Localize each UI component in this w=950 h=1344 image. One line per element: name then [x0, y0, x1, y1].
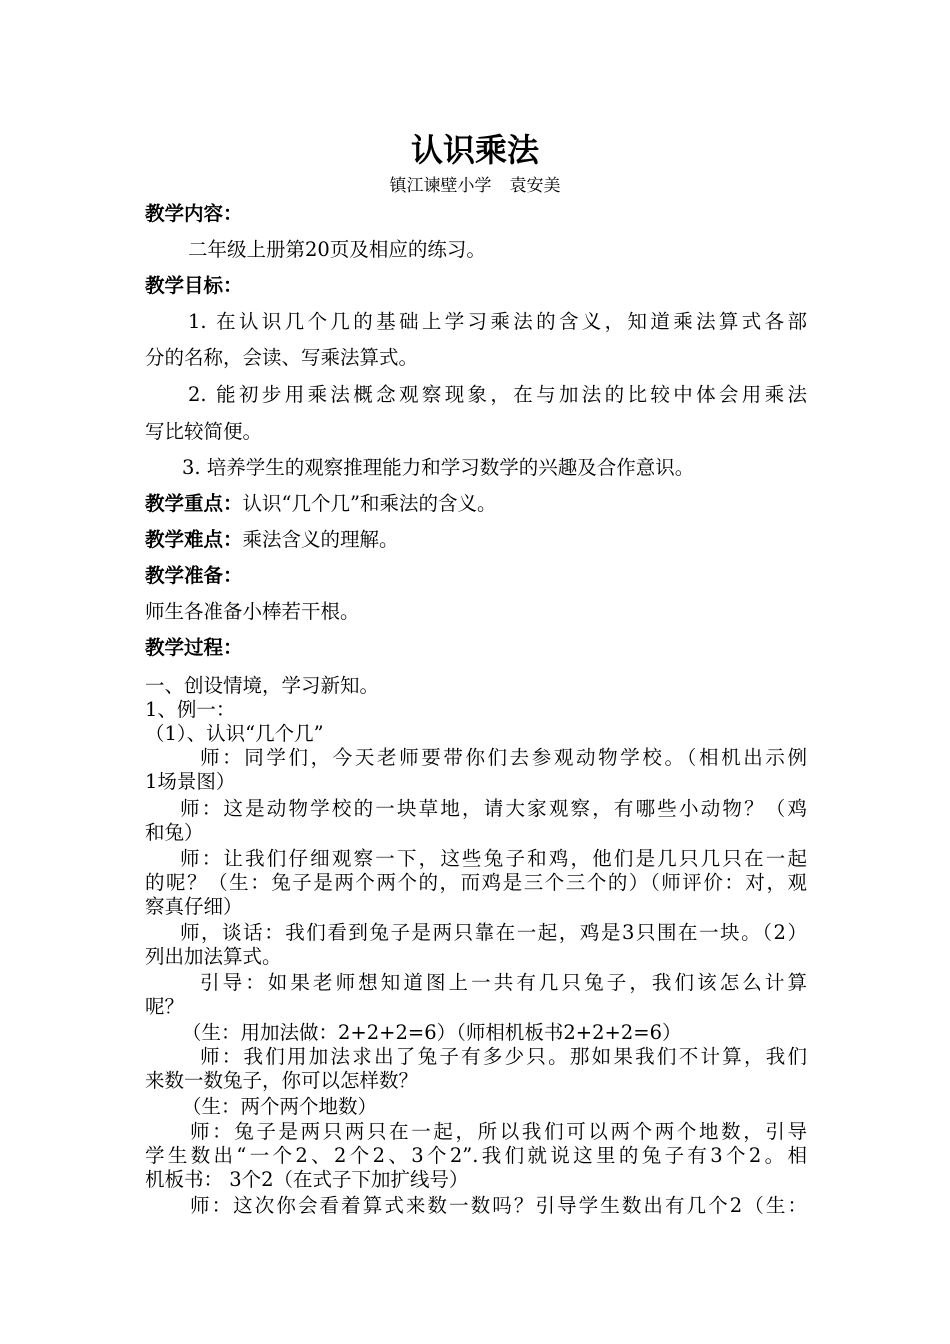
process-section-1: 一、创设情境，学习新知。 — [145, 674, 380, 697]
objective-2-line-2: 写比较简便。 — [145, 420, 263, 443]
difficulty-line — [145, 528, 399, 552]
key-point-text: 认识“几个几”和乘法的含义。 — [242, 492, 497, 515]
process-example-1: 1、例一： — [145, 698, 236, 721]
paragraph-12-line-2: 学生数出“一个2、2个2、3个2”.我们就说这里的兔子有3个2。相 — [145, 1144, 807, 1167]
content-text: 二年级上册第20页及相应的练习。 — [188, 238, 486, 261]
objectives-heading: 教学目标： — [145, 274, 243, 297]
paragraph-7-line-1: 师，谈话：我们看到兔子是两只靠在一起，鸡是3只围在一块。（2） — [180, 921, 807, 944]
process-step-1: （1）、认识“几个几” — [145, 722, 324, 745]
paragraph-6-line-2: 的呢？（生：兔子是两个两个的，而鸡是三个三个的）（师评价：对，观 — [145, 871, 807, 894]
paragraph-11: （生：两个两个地数） — [182, 1095, 378, 1118]
process-heading: 教学过程： — [145, 636, 243, 659]
difficulty-heading: 教学难点： — [145, 528, 243, 551]
paragraph-7-line-2: 列出加法算式。 — [145, 945, 282, 968]
paragraph-10-line-2: 来数一数兔子，你可以怎样数？ — [145, 1069, 419, 1092]
author-line — [0, 175, 950, 197]
paragraph-10-line-1: 师：我们用加法求出了兔子有多少只。那如果我们不计算，我们 — [200, 1045, 807, 1068]
objective-2-line-1: 2. 能初步用乘法概念观察现象，在与加法的比较中体会用乘法 — [188, 383, 807, 406]
key-point-line — [145, 492, 496, 516]
objective-1-line-2: 分的名称，会读、写乘法算式。 — [145, 346, 419, 369]
document-title: 认识乘法 — [410, 131, 539, 169]
paragraph-5-line-2: 和兔） — [145, 821, 204, 844]
key-point-heading: 教学重点： — [145, 492, 243, 515]
paragraph-13: 师：这次你会看着算式来数一数吗？引导学生数出有几个2（生： — [190, 1194, 807, 1217]
paragraph-8-line-2: 呢？ — [145, 995, 185, 1018]
paragraph-4-line-2: 1场景图） — [145, 770, 236, 793]
paragraph-6-line-3: 察真仔细） — [145, 895, 243, 918]
paragraph-6-line-1: 师：让我们仔细观察一下，这些兔子和鸡，他们是几只几只在一起 — [180, 847, 807, 870]
preparation-text: 师生各准备小棒若干根。 — [145, 600, 360, 623]
author-school: 镇江谏壁小学 — [389, 176, 492, 196]
paragraph-8-line-1: 引导：如果老师想知道图上一共有几只兔子，我们该怎么计算 — [200, 971, 807, 994]
difficulty-text: 乘法含义的理解。 — [242, 528, 399, 551]
paragraph-5-line-1: 师：这是动物学校的一块草地，请大家观察，有哪些小动物？（鸡 — [180, 797, 807, 820]
paragraph-12-line-1: 师：兔子是两只两只在一起，所以我们可以两个两个地数，引导 — [190, 1120, 807, 1143]
preparation-heading: 教学准备： — [145, 564, 243, 587]
objective-1-line-1: 1. 在认识几个几的基础上学习乘法的含义，知道乘法算式各部 — [188, 310, 807, 333]
paragraph-9: （生：用加法做：2+2+2=6）（师相机板书2+2+2=6） — [182, 1021, 682, 1044]
content-heading: 教学内容： — [145, 202, 243, 225]
author-name: 袁安美 — [509, 176, 561, 196]
paragraph-12-line-3: 机板书： 3个2（在式子下加扩线号） — [145, 1168, 469, 1191]
objective-3: 3. 培养学生的观察推理能力和学习数学的兴趣及合作意识。 — [182, 456, 695, 479]
paragraph-4-line-1: 师：同学们，今天老师要带你们去参观动物学校。（相机出示例 — [200, 746, 807, 769]
